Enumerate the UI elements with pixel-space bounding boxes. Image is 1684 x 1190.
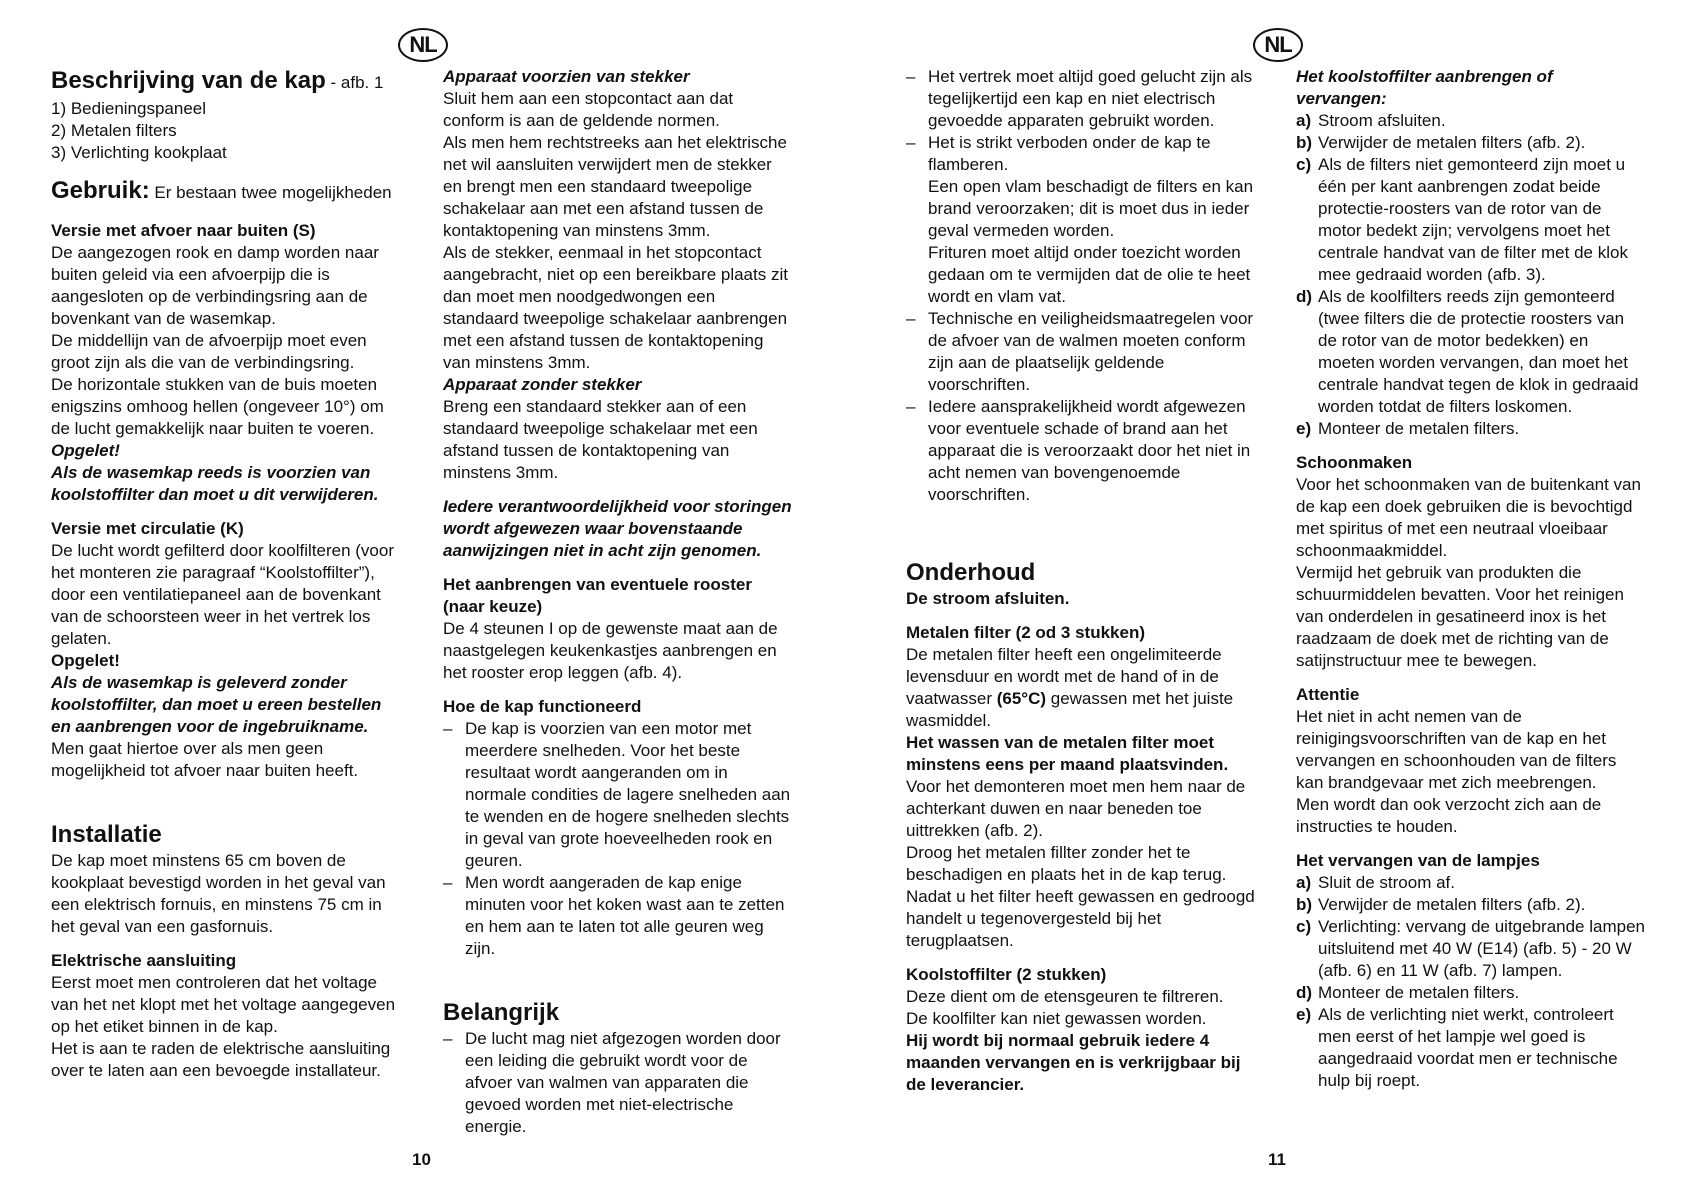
language-badge-right: NL (1253, 28, 1303, 62)
list-item: – De lucht mag niet afgezogen worden door een leiding die gebruikt wordt voor de afvoer van walmen van apparaten die gevoed worden met niet-electrische energie. (443, 1029, 781, 1136)
subheading-zonder-stekker: Apparaat zonder stekker (443, 375, 642, 394)
paragraph: De middellijn van de afvoerpijp moet even groot zijn als die van de verbindingsring. (51, 331, 367, 372)
subheading-circulatie: Versie met circulatie (K) (51, 519, 244, 538)
subheading-stroom: De stroom afsluiten. (906, 589, 1070, 608)
paragraph: Frituren moet altijd onder toezicht worden gedaan om te vermijden dat de olie te heet wordt en vlam vat. (928, 243, 1251, 306)
paragraph: Als de stekker, eenmaal in het stopcontact aangebracht, niet op een bereikbare plaats zit dan moet men noodgedwongen een standaard tweepolige schakelaar aanbrengen met een afstand tussen de kontaktopening van minstens 3mm. (443, 243, 788, 372)
paragraph: Men wordt dan ook verzocht zich aan de instructies te houden. (1296, 795, 1602, 836)
paragraph: Deze dient om de etensgeuren te filtreren. (906, 987, 1224, 1006)
column-2 (443, 66, 793, 1138)
list-item: a) Stroom afsluiten. (1296, 111, 1446, 130)
list-item: – Technische en veiligheidsmaatregelen voor de afvoer van de walmen moeten conform zijn aan de plaatselijk geldende voorschriften. (906, 309, 1254, 394)
disclaimer-text: Iedere verantwoordelijkheid voor storingen wordt afgewezen waar bovenstaande aanwijzingen niet in acht zijn genomen. (443, 497, 792, 560)
list-item: – Men wordt aangeraden de kap enige minuten voor het koken wast aan te zetten en hem aan te laten tot alle geuren weg zijn. (443, 873, 785, 958)
list-item: d) Als de koolfilters reeds zijn gemonteerd (twee filters die de protectie roosters van de rotor van de motor bedekken) en moeten worden vervangen, dan moet het centrale handvat tegen de klok in gedraaid worden totdat de filters loskomen. (1296, 287, 1639, 416)
page-number-left: 10 (412, 1150, 431, 1169)
list-item: – De kap is voorzien van een motor met meerdere snelheden. Voor het beste resultaat wordt aangeranden om in normale condities de lagere snelheden aan te wenden en de hogere snelheden slechts in geval van grote hoeveelheden rook en geuren. (443, 719, 791, 870)
list-item: d) Monteer de metalen filters. (1296, 983, 1520, 1002)
section-title-beschrijving: Beschrijving van de kap - afb. 1 (51, 67, 384, 94)
section-title-gebruik: Gebruik: Er bestaan twee mogelijkheden (51, 177, 392, 204)
paragraph: Droog het metalen fillter zonder het te beschadigen en plaats het in de kap terug. (906, 843, 1227, 884)
list-item: c) Verlichting: vervang de uitgebrande lampen uitsluitend met 40 W (E14) (afb. 5) - 20 W (afb. 6) en 11 W (afb. 7) lampen. (1296, 917, 1645, 980)
list-item: 2) Metalen filters (51, 121, 177, 140)
paragraph: Het niet in acht nemen van de reinigingsvoorschriften van de kap en het vervangen en schoonhouden van de filters kan brandgevaar met zich meebrengen. (1296, 707, 1617, 792)
list-item: b) Verwijder de metalen filters (afb. 2). (1296, 895, 1586, 914)
paragraph: Vermijd het gebruik van produkten die schuurmiddelen bevatten. Voor het reinigen van onderdelen in gesatineerd inox is het raadzaam de doek met de richting van de satijnstructuur mee te bewegen. (1296, 563, 1624, 670)
subheading-koolstoffilter-aanbrengen: Het koolstoffilter aanbrengen of vervangen: (1296, 67, 1553, 108)
paragraph: Voor het schoonmaken van de buitenkant van de kap een doek gebruiken die is bevochtigd met spiritus of met een neutraal vloeibaar schoonmaakmiddel. (1296, 475, 1641, 560)
paragraph: Sluit hem aan een stopcontact aan dat conform is aan de geldende normen. (443, 89, 734, 130)
subheading-metalen-filter: Metalen filter (2 od 3 stukken) (906, 623, 1145, 642)
subheading-lampjes: Het vervangen van de lampjes (1296, 851, 1540, 870)
subheading-elektrische-aansluiting: Elektrische aansluiting (51, 951, 237, 970)
warning-label: Opgelet! (51, 441, 120, 460)
subheading-attentie: Attentie (1296, 685, 1360, 704)
paragraph: Het is aan te raden de elektrische aansluiting over te laten aan een bevoegde installateur. (51, 1039, 391, 1080)
list-item: e) Als de verlichting niet werkt, controleert men eerst of het lampje wel goed is aangedraaid voordat men er technische hulp bij roept. (1296, 1005, 1618, 1090)
subheading-schoonmaken: Schoonmaken (1296, 453, 1413, 472)
paragraph: De koolfilter kan niet gewassen worden. (906, 1009, 1207, 1028)
column-4 (1296, 66, 1646, 1092)
paragraph: De horizontale stukken van de buis moeten enigszins omhoog hellen (ongeveer 10°) om de lucht gemakkelijk naar buiten te voeren. (51, 375, 384, 438)
subheading-afvoer: Versie met afvoer naar buiten (S) (51, 221, 316, 240)
paragraph: De kap moet minstens 65 cm boven de kookplaat bevestigd worden in het geval van een elektrisch fornuis, en minstens 75 cm in het geval van een gasfornuis. (51, 851, 386, 936)
list-item: – Het vertrek moet altijd goed gelucht zijn als tegelijkertijd een kap en niet electrisch gevoedde apparaten gebruikt worden. (906, 67, 1253, 130)
list-item: – Het is strikt verboden onder de kap te flamberen. (906, 133, 1211, 174)
list-item: e) Monteer de metalen filters. (1296, 419, 1520, 438)
warning-label: Opgelet! (51, 651, 120, 670)
paragraph-bold: Hij wordt bij normaal gebruik iedere 4 maanden vervangen en is verkrijgbaar bij de leverancier. (906, 1031, 1241, 1094)
list-item: a) Sluit de stroom af. (1296, 873, 1456, 892)
subheading-koolstoffilter: Koolstoffilter (2 stukken) (906, 965, 1107, 984)
paragraph: Voor het demonteren moet men hem naar de achterkant duwen en naar beneden toe uittrekken (afb. 2). (906, 777, 1246, 840)
paragraph: Een open vlam beschadigt de filters en kan brand veroorzaken; dit is moet dus in ieder geval vermeden worden. (928, 177, 1254, 240)
warning-text: Als de wasemkap is geleverd zonder koolstoffilter, dan moet u ereen bestellen en aanbrengen voor de ingebruikname. (51, 673, 382, 736)
list-item: 3) Verlichting kookplaat (51, 143, 227, 162)
paragraph: Men gaat hiertoe over als men geen mogelijkheid tot afvoer naar buiten heeft. (51, 739, 359, 780)
subheading-met-stekker: Apparaat voorzien van stekker (443, 67, 690, 86)
section-title-onderhoud: Onderhoud (906, 559, 1036, 586)
list-item: c) Als de filters niet gemonteerd zijn moet u één per kant aanbrengen zodat beide protectie-roosters van de rotor van de motor bedekt zijn; vervolgens moet het centrale handvat van de filter met de klok mee gedraaid worden (afb. 3). (1296, 155, 1628, 284)
section-title-installatie: Installatie (51, 821, 162, 848)
paragraph: Breng een standaard stekker aan of een standaard tweepolige schakelaar met een afstand tussen de kontaktopening van minstens 3mm. (443, 397, 758, 482)
list-item: – Iedere aansprakelijkheid wordt afgewezen voor eventuele schade of brand aan het apparaat die is veroorzaakt door het niet in acht nemen van bovengenoemde voorschriften. (906, 397, 1251, 504)
paragraph: Als men hem rechtstreeks aan het elektrische net wil aansluiten verwijdert men de stekker en brengt men een standaard tweepolige schakelaar aan met een afstand tussen de kontaktopening van minstens 3mm. (443, 133, 787, 240)
subheading-functioneerd: Hoe de kap functioneerd (443, 697, 642, 716)
warning-text: Als de wasemkap reeds is voorzien van koolstoffilter dan moet u dit verwijderen. (51, 463, 379, 504)
page-number-right: 11 (1268, 1150, 1286, 1169)
paragraph: Nadat u het filter heeft gewassen en gedroogd handelt u tegenovergesteld bij het terugplaatsen. (906, 887, 1255, 950)
paragraph: De aangezogen rook en damp worden naar buiten geleid via een afvoerpijp die is aangesloten op de verbindingsring aan de bovenkant van de wasemkap. (51, 243, 379, 328)
language-badge-left: NL (398, 28, 448, 62)
list-item: 1) Bedieningspaneel (51, 99, 207, 118)
paragraph: Eerst moet men controleren dat het voltage van het net klopt met het voltage aangegeven op het etiket binnen in de kap. (51, 973, 396, 1036)
paragraph: De 4 steunen I op de gewenste maat aan de naastgelegen keukenkastjes aanbrengen en het rooster erop leggen (afb. 4). (443, 619, 778, 682)
column-3 (906, 66, 1256, 1096)
section-title-belangrijk: Belangrijk (443, 999, 560, 1026)
subheading-rooster: Het aanbrengen van eventuele rooster (naar keuze) (443, 575, 752, 616)
paragraph: De lucht wordt gefilterd door koolfilteren (voor het monteren zie paragraaf “Koolstoffilter”), door een ventilatiepaneel aan de bovenkant van de schoorsteen weer in het vertrek los gelaten. (51, 541, 394, 648)
paragraph-bold: Het wassen van de metalen filter moet minstens eens per maand plaatsvinden. (906, 733, 1229, 774)
paragraph: De metalen filter heeft een ongelimiteerde levensduur en wordt met de hand of in de vaatwasser (65°C) gewassen met het juiste wasmiddel. (906, 645, 1234, 730)
column-1 (51, 66, 401, 1082)
list-item: b) Verwijder de metalen filters (afb. 2). (1296, 133, 1586, 152)
